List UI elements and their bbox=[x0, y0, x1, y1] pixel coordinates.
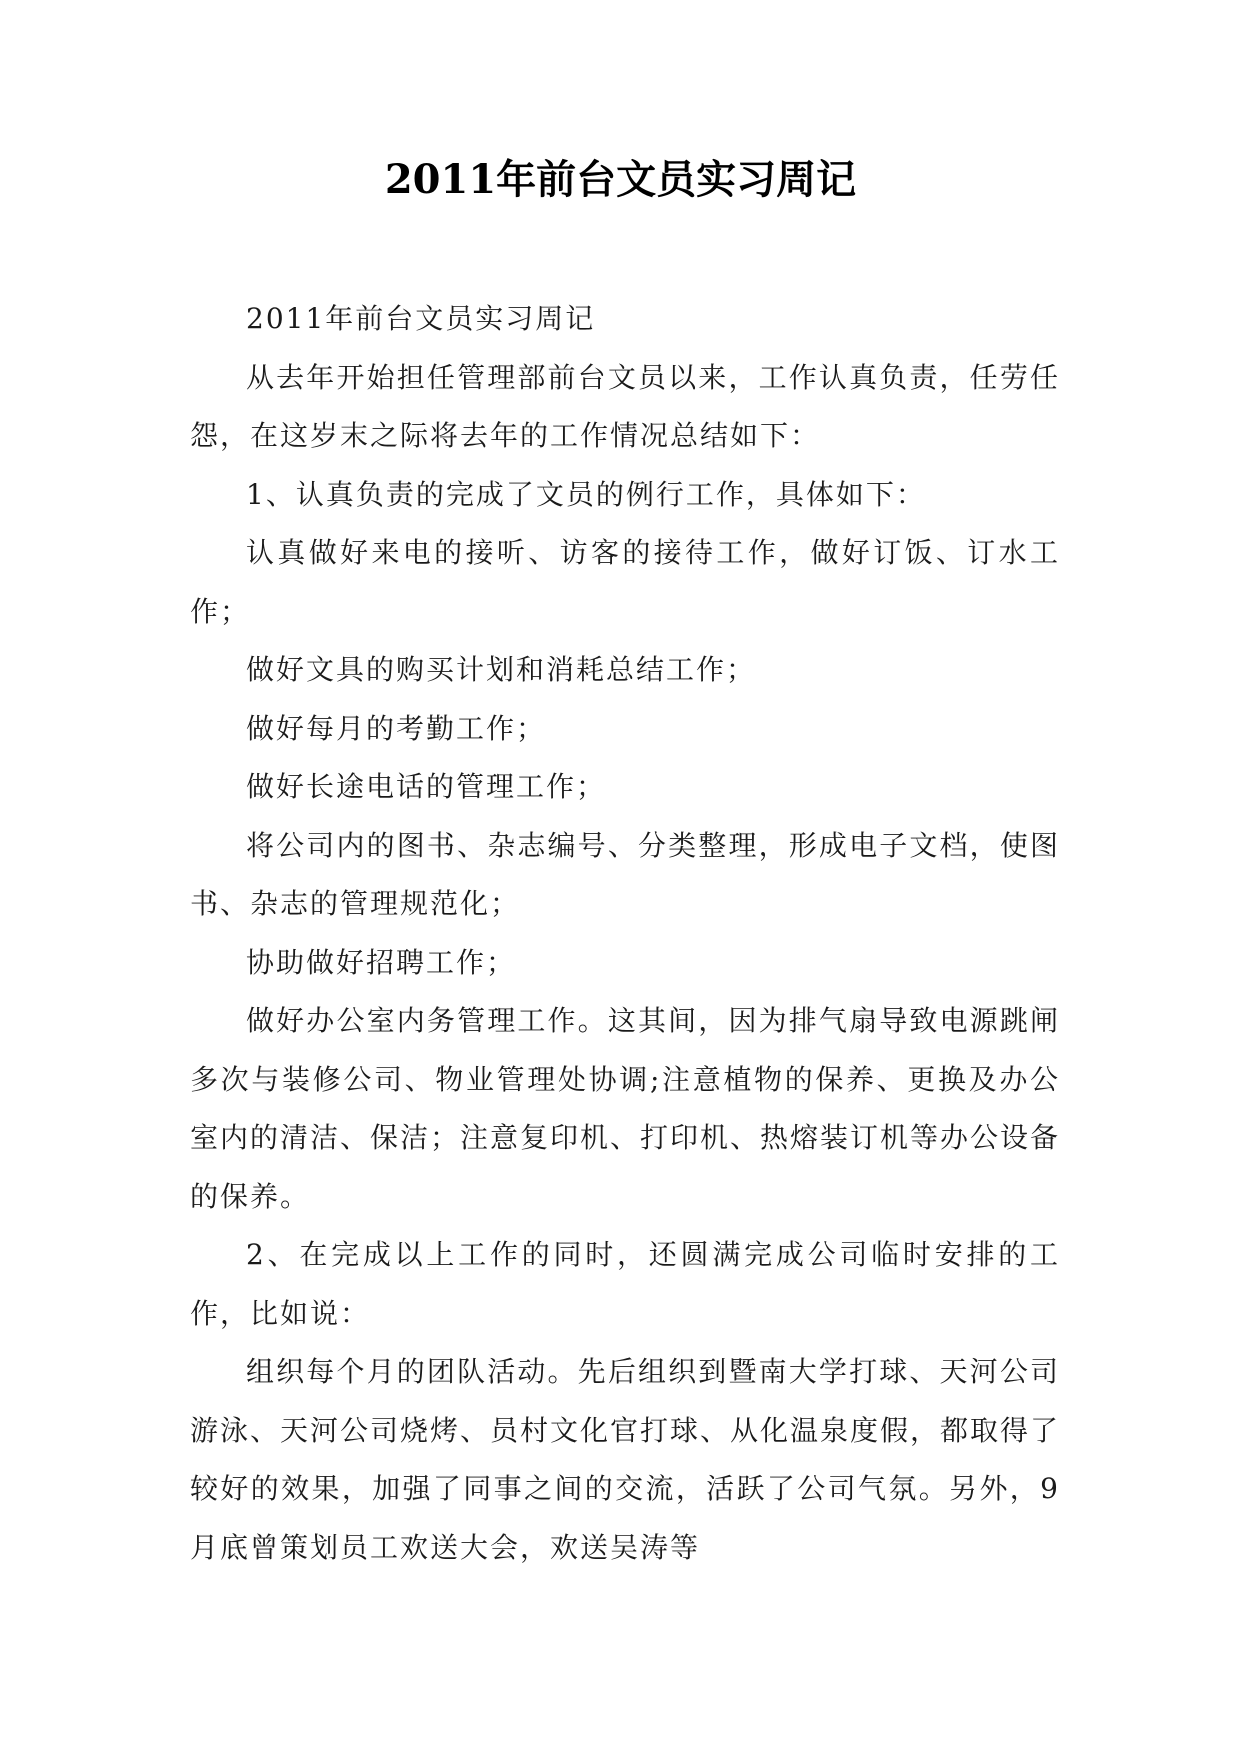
paragraph: 做好办公室内务管理工作。这其间，因为排气扇导致电源跳闸多次与装修公司、物业管理处协调;注意植物的保养、更换及办公室内的清洁、保洁；注意复印机、打印机、热熔装订机等办公设备的保养。 bbox=[190, 1004, 1061, 1213]
paragraph: 做好每月的考勤工作； bbox=[246, 711, 547, 745]
paragraph: 从去年开始担任管理部前台文员以来，工作认真负责，任劳任怨，在这岁末之际将去年的工作情况总结如下： bbox=[190, 360, 1060, 452]
paragraph: 协助做好招聘工作； bbox=[246, 945, 517, 979]
document-title: 2011年前台文员实习周记 bbox=[384, 156, 857, 203]
paragraph: 2、在完成以上工作的同时，还圆满完成公司临时安排的工作，比如说： bbox=[190, 1238, 1060, 1330]
paragraph: 认真做好来电的接听、访客的接待工作，做好订饭、订水工作； bbox=[190, 536, 1060, 628]
document-body bbox=[190, 290, 1060, 1577]
paragraph: 1、认真负责的完成了文员的例行工作，具体如下： bbox=[246, 477, 926, 511]
paragraph: 做好长途电话的管理工作； bbox=[246, 770, 607, 803]
paragraph: 组织每个月的团队活动。先后组织到暨南大学打球、天河公司游泳、天河公司烧烤、员村文化官打球、从化温泉度假，都取得了较好的效果，加强了同事之间的交流，活跃了公司气氛。另外，9月底曾策划员工欢送大会，欢送吴涛等 bbox=[190, 1355, 1061, 1564]
paragraph: 2011年前台文员实习周记 bbox=[246, 302, 596, 335]
paragraph: 将公司内的图书、杂志编号、分类整理，形成电子文档，使图书、杂志的管理规范化； bbox=[190, 828, 1060, 920]
paragraph: 做好文具的购买计划和消耗总结工作； bbox=[246, 653, 757, 686]
